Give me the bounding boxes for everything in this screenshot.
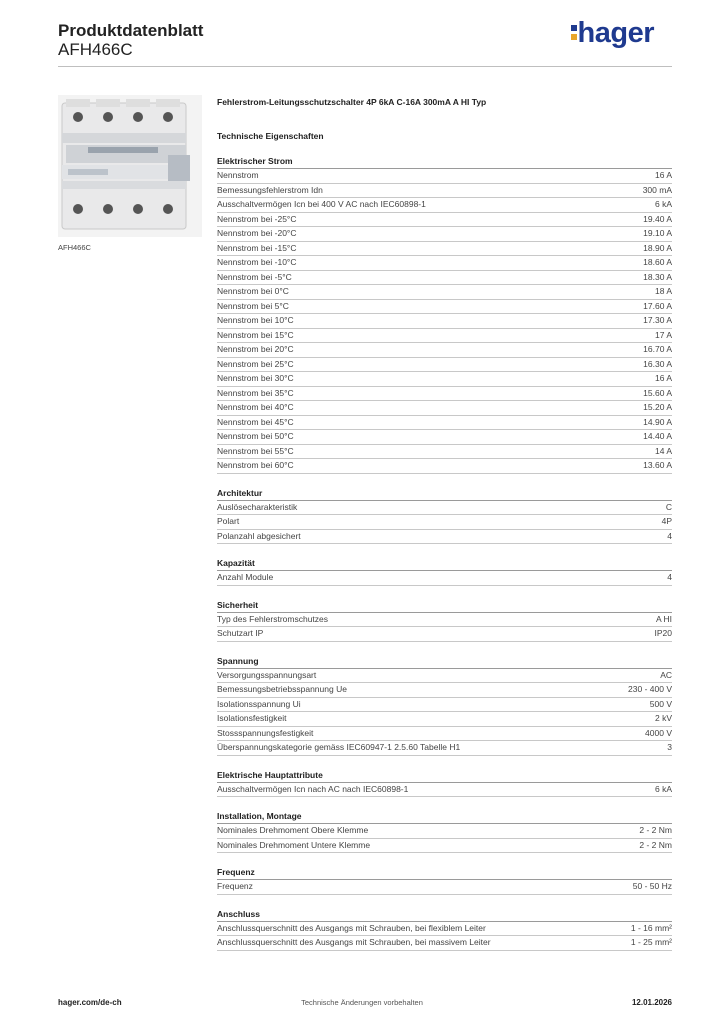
spec-label: Polart [217,516,240,526]
product-image-caption: AFH466C [58,243,91,252]
spec-row [217,416,672,431]
section-title: Frequenz [217,865,672,880]
spec-value: 300 mA [642,184,672,195]
spec-value: 18.60 A [643,257,672,267]
section-title: Spannung [217,654,672,669]
page-title: Produktdatenblatt [58,21,204,40]
spec-row [217,824,672,839]
spec-row [217,741,672,756]
product-name: Fehlerstrom-Leitungsschutzschalter 4P 6kA C-16A 300mA A HI Typ [217,97,487,107]
spec-label: Anschlussquerschnitt des Ausgangs mit Schrauben, bei flexiblem Leiter [217,922,486,933]
spec-section [217,154,672,474]
logo-text: hager [577,17,654,49]
section-title: Kapazität [217,556,672,571]
spec-row [217,343,672,358]
spec-value: IP20 [654,628,672,638]
spec-sections [217,154,672,951]
spec-row [217,329,672,344]
spec-label: Bemessungsbetriebsspannung Ue [217,684,347,694]
spec-label: Stossspannungsfestigkeit [217,727,314,738]
spec-value: 6 kA [654,199,672,209]
spec-row [217,271,672,286]
spec-value: 15.60 A [643,387,672,398]
spec-value: 16 A [654,373,672,383]
spec-value: A HI [655,613,672,624]
spec-label: Schutzart IP [217,628,264,638]
spec-value: 230 - 400 V [628,684,672,694]
spec-value: 1 - 16 mm² [630,922,672,933]
spec-value: 4 [667,572,672,582]
spec-label: Nennstrom bei 5°C [217,300,289,311]
spec-row [217,459,672,474]
spec-content [217,95,672,951]
spec-label: Versorgungsspannungsart [217,669,317,680]
spec-label: Nennstrom bei 35°C [217,387,294,398]
spec-row [217,613,672,628]
spec-label: Nennstrom bei 30°C [217,373,294,383]
spec-label: Anschlussquerschnitt des Ausgangs mit Schrauben, bei massivem Leiter [217,937,491,947]
spec-value: 14.90 A [643,416,672,427]
footer-website-link[interactable]: hager.com/de-ch [58,998,122,1007]
spec-label: Ausschaltvermögen Icn nach AC nach IEC60898-1 [217,783,409,794]
spec-value: 19.10 A [643,228,672,238]
spec-row [217,213,672,228]
logo-dots-icon [571,22,577,43]
spec-label: Nennstrom bei 60°C [217,460,294,470]
spec-label: Isolationsfestigkeit [217,713,287,723]
spec-value: 50 - 50 Hz [632,881,672,891]
spec-value: 18 A [654,286,672,296]
spec-row [217,314,672,329]
spec-row [217,880,672,895]
spec-value: C [665,501,672,512]
spec-value: 17 A [654,329,672,340]
spec-value: 4P [661,516,672,526]
spec-row [217,401,672,416]
spec-row [217,501,672,516]
spec-row [217,184,672,199]
footer-date: 12.01.2026 [631,998,672,1007]
section-title: Elektrische Hauptattribute [217,768,672,783]
footer-note: Technische Änderungen vorbehalten [301,998,423,1007]
spec-row [217,430,672,445]
spec-value: 2 - 2 Nm [639,839,672,850]
spec-label: Frequenz [217,881,253,891]
spec-label: Nennstrom bei 0°C [217,286,289,296]
spec-label: Typ des Fehlerstromschutzes [217,613,329,624]
spec-value: 3 [667,742,672,752]
spec-row [217,242,672,257]
spec-label: Nominales Drehmoment Untere Klemme [217,839,371,850]
spec-row [217,285,672,300]
spec-value: AC [660,669,672,680]
spec-section [217,809,672,853]
spec-section [217,654,672,756]
spec-row [217,387,672,402]
spec-label: Nennstrom bei -10°C [217,257,297,267]
spec-value: 15.20 A [643,402,672,412]
spec-value: 2 kV [654,713,672,723]
spec-row [217,372,672,387]
spec-row [217,839,672,854]
spec-row [217,227,672,242]
spec-value: 13.60 A [643,460,672,470]
spec-row [217,571,672,586]
spec-value: 19.40 A [643,213,672,224]
spec-label: Nennstrom bei 15°C [217,329,294,340]
spec-label: Nennstrom bei 45°C [217,416,294,427]
spec-label: Nennstrom bei 50°C [217,431,294,441]
spec-label: Nennstrom bei 20°C [217,344,294,354]
spec-section [217,486,672,545]
spec-row [217,712,672,727]
product-image [58,95,202,237]
spec-label: Nennstrom bei -20°C [217,228,297,238]
spec-label: Auslösecharakteristik [217,501,298,512]
spec-row [217,922,672,937]
spec-row [217,256,672,271]
spec-value: 14.40 A [643,431,672,441]
spec-value: 16.70 A [643,344,672,354]
spec-label: Nennstrom bei -25°C [217,213,297,224]
spec-value: 6 kA [654,783,672,794]
spec-row [217,936,672,951]
spec-label: Nennstrom bei 25°C [217,358,294,369]
spec-row [217,698,672,713]
spec-section [217,768,672,798]
spec-row [217,515,672,530]
spec-row [217,445,672,460]
spec-value: 2 - 2 Nm [639,825,672,835]
spec-value: 4 [667,530,672,541]
product-code-subtitle: AFH466C [58,40,133,59]
spec-row [217,783,672,798]
spec-label: Ausschaltvermögen Icn bei 400 V AC nach IEC60898-1 [217,199,426,209]
spec-section [217,865,672,895]
spec-label: Bemessungsfehlerstrom Idn [217,184,323,195]
spec-value: 4000 V [645,727,672,738]
spec-label: Nennstrom bei 55°C [217,445,294,456]
section-title: Sicherheit [217,598,672,613]
spec-value: 17.30 A [643,315,672,325]
spec-row [217,358,672,373]
spec-row [217,683,672,698]
section-title: Architektur [217,486,672,501]
spec-value: 18.90 A [643,242,672,253]
spec-row [217,727,672,742]
spec-label: Isolationsspannung Ui [217,698,301,709]
spec-value: 18.30 A [643,271,672,282]
spec-section [217,556,672,586]
spec-row [217,169,672,184]
tech-properties-heading: Technische Eigenschaften [217,131,324,141]
section-title: Anschluss [217,907,672,922]
spec-value: 14 A [654,445,672,456]
spec-section [217,907,672,951]
spec-row [217,530,672,545]
spec-label: Anzahl Module [217,572,274,582]
spec-value: 16.30 A [643,358,672,369]
hager-logo [571,17,654,50]
spec-row [217,198,672,213]
spec-label: Nennstrom bei -15°C [217,242,297,253]
spec-value: 500 V [649,698,672,709]
section-title: Elektrischer Strom [217,154,672,169]
spec-row [217,627,672,642]
spec-label: Nennstrom bei 10°C [217,315,294,325]
spec-label: Nennstrom bei -5°C [217,271,292,282]
spec-value: 1 - 25 mm² [630,937,672,947]
spec-label: Polanzahl abgesichert [217,530,301,541]
spec-row [217,669,672,684]
spec-label: Nennstrom [217,170,259,180]
spec-section [217,598,672,642]
circuit-breaker-image-icon [58,95,202,237]
spec-value: 17.60 A [643,300,672,311]
spec-value: 16 A [654,170,672,180]
spec-label: Nennstrom bei 40°C [217,402,294,412]
spec-label: Überspannungskategorie gemäss IEC60947-1 2.5.60 Tabelle H1 [217,742,461,752]
section-title: Installation, Montage [217,809,672,824]
spec-row [217,300,672,315]
header-divider [58,66,672,67]
spec-label: Nominales Drehmoment Obere Klemme [217,825,369,835]
